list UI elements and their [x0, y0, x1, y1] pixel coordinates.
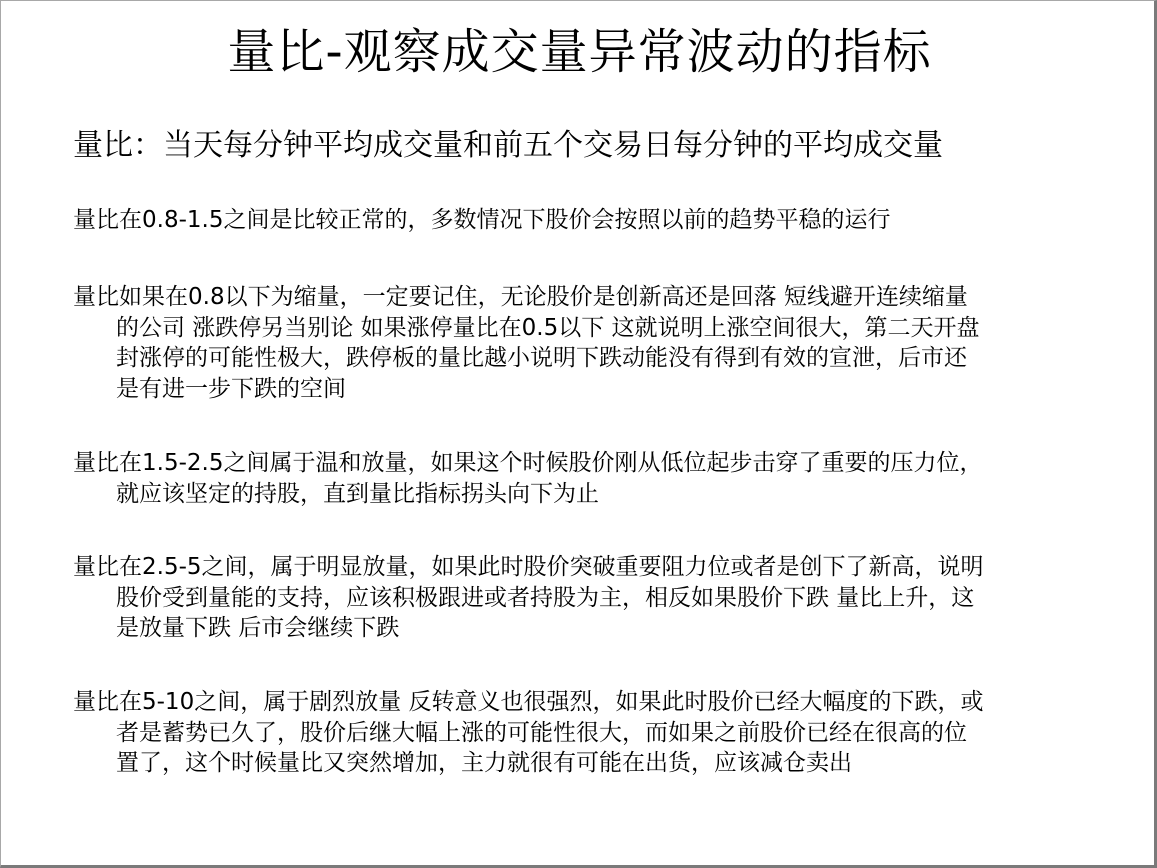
- slide-title: 量比-观察成交量异常波动的指标: [227, 24, 932, 80]
- paragraph-line: 是放量下跌 后市会继续下跌: [116, 615, 400, 641]
- paragraph-below-0.8: [73, 282, 1083, 404]
- paragraph-line: 就应该坚定的持股，直到量比指标拐头向下为止: [116, 480, 599, 507]
- paragraph-line: 的公司 涨跌停另当别论 如果涨停量比在0.5以下 这就说明上涨空间很大，第二天开盘: [116, 314, 980, 341]
- paragraph-line: 是有进一步下跌的空间: [116, 375, 346, 402]
- paragraph-line: 股价受到量能的支持，应该积极跟进或者持股为主，相反如果股价下跌 量比上升，这: [116, 584, 975, 611]
- paragraph-range-5-10: [73, 687, 1083, 779]
- paragraph-line: 封涨停的可能性极大，跌停板的量比越小说明下跌动能没有得到有效的宣泄，后市还: [116, 345, 967, 371]
- paragraph-range-1.5-2.5: [73, 448, 1083, 509]
- paragraph-line: 量比在5-10之间，属于剧烈放量 反转意义也很强烈，如果此时股价已经大幅度的下跌，或: [73, 689, 984, 715]
- paragraph-line: 量比如果在0.8以下为缩量，一定要记住，无论股价是创新高还是回落 短线避开连续缩量: [73, 284, 968, 310]
- paragraph-line: 置了，这个时候量比又突然增加，主力就很有可能在出货，应该减仓卖出: [116, 750, 852, 776]
- paragraph-line: 量比在2.5-5之间，属于明显放量，如果此时股价突破重要阻力位或者是创下了新高，说明: [73, 554, 984, 580]
- paragraph-line: 者是蓄势已久了，股价后继大幅上涨的可能性很大，而如果之前股价已经在很高的位: [116, 719, 967, 746]
- paragraph-line: 量比在1.5-2.5之间属于温和放量，如果这个时候股价刚从低位起步击穿了重要的压力位，: [73, 450, 983, 476]
- definition-line: 量比：当天每分钟平均成交量和前五个交易日每分钟的平均成交量: [73, 128, 943, 163]
- paragraph-range-0.8-1.5: [73, 205, 1083, 236]
- paragraph-range-2.5-5: [73, 552, 1083, 644]
- paragraph-line: 量比在0.8-1.5之间是比较正常的，多数情况下股价会按照以前的趋势平稳的运行: [73, 207, 891, 233]
